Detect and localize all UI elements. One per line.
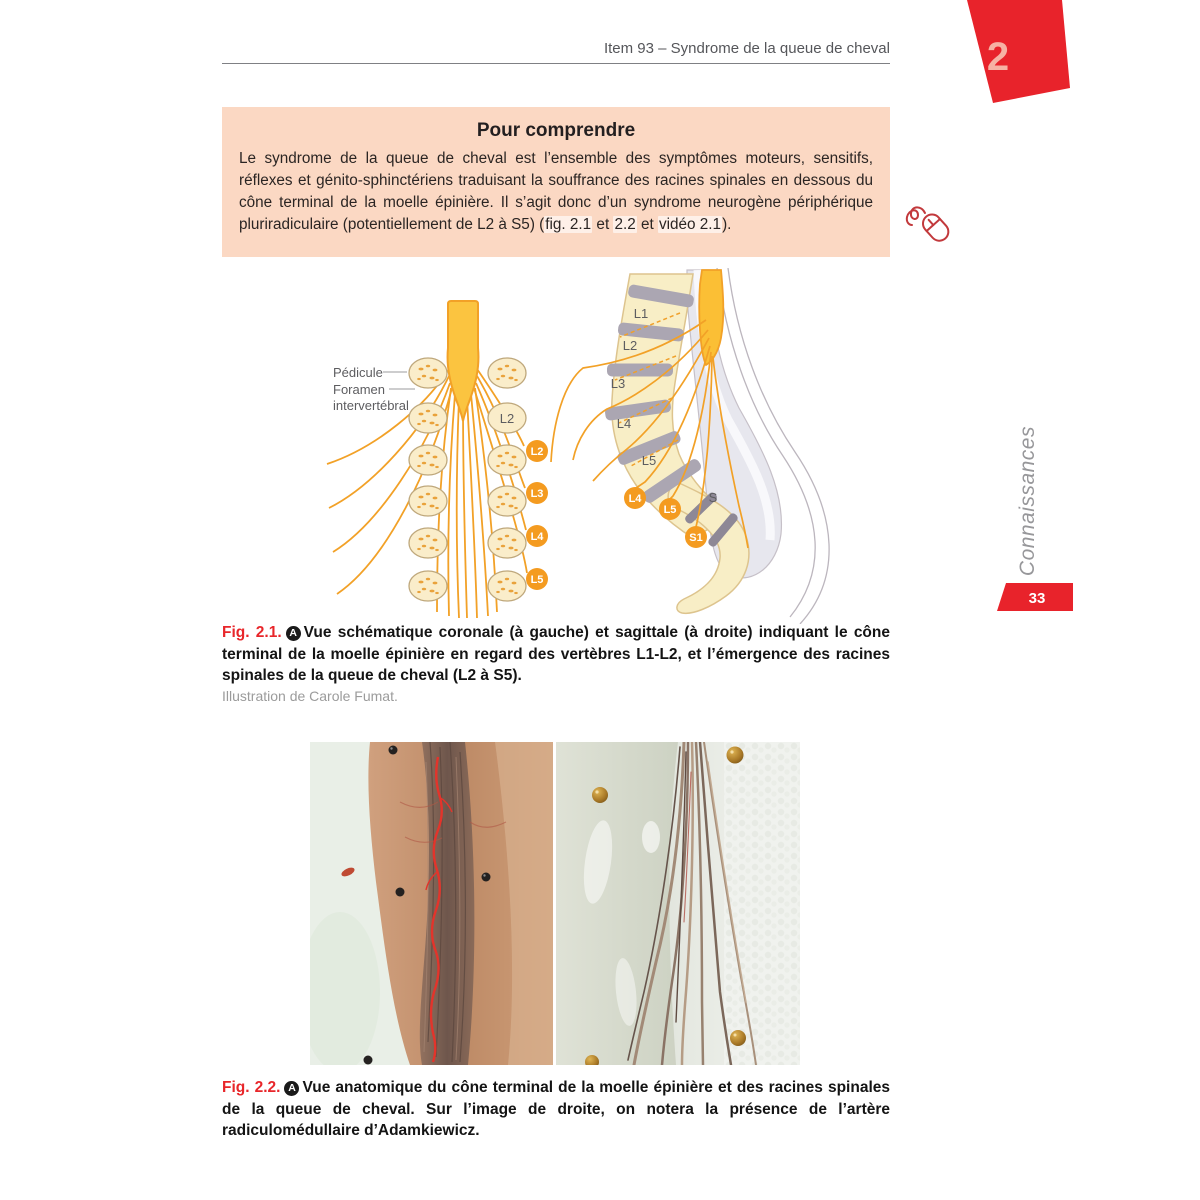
dissection-photo-left: [310, 742, 553, 1065]
root-badge: L5: [530, 574, 544, 586]
caption-text: Vue schématique coronale (à gauche) et sagittale (à droite) indiquant le cône terminal de la moelle épinière en regard des vertèbres L1-L2, et l’émergence des racines spinales de la queue de cheval (L2 à S5).: [222, 624, 890, 684]
link-fig-2-2[interactable]: 2.2: [614, 216, 636, 233]
root-badge: L3: [530, 488, 544, 500]
coronal-root-badges: [526, 440, 548, 590]
running-head: Item 93 – Syndrome de la queue de cheval: [603, 40, 890, 57]
photo-conus-right: [556, 742, 800, 1065]
photo-conus-left: [310, 742, 553, 1065]
figure-label: Fig. 2.2.: [222, 1079, 281, 1096]
root-badge: L5: [663, 504, 677, 516]
vertebra-label: L2: [622, 338, 638, 353]
page-number-tab: [993, 580, 1078, 614]
vertebra-label: L4: [616, 416, 632, 431]
caption-text: Vue anatomique du cône terminal de la moelle épinière et des racines spinales de la queue de cheval. Sur l’image de droite, on notera la présence de l’artère radiculomédullaire d’Adamkiewicz.: [222, 1079, 890, 1139]
paragraph-text: Le syndrome de la queue de cheval est l’ensemble des symptômes moteurs, sensitifs, réflexes et génito-sphinctériens traduisant la souffrance des racines spinales en dessous du cône terminal de la moelle épinière. Il s’agit donc d’un syndrome neurogène périphérique pluriradiculaire (potentiellement de L2 à S5) (: [239, 150, 873, 233]
root-badge: S1: [689, 532, 703, 544]
figure-2-2-caption: [222, 1077, 890, 1142]
foramen-label-line1: Foramen: [333, 382, 386, 397]
fig-2-1-diagram: [325, 268, 905, 624]
coronal-annotations: [333, 365, 415, 413]
paragraph-text: et: [592, 216, 614, 233]
rank-a-badge: A: [284, 1081, 299, 1096]
info-box-paragraph: [239, 148, 873, 236]
root-badge: L4: [530, 531, 544, 543]
section-sidebar-label: [1013, 426, 1043, 578]
link-fig-2-1[interactable]: fig. 2.1: [545, 216, 592, 233]
vertebra-label: L3: [610, 376, 626, 391]
link-video-2-1[interactable]: vidéo 2.1: [658, 216, 722, 233]
rank-a-badge: A: [286, 626, 301, 641]
figure-label: Fig. 2.1.: [222, 624, 282, 641]
header-rule: [222, 63, 890, 64]
chapter-corner-badge: [950, 0, 1085, 118]
chapter-number: 2: [986, 35, 1010, 79]
coronal-view: [327, 301, 548, 618]
paragraph-text: ).: [722, 216, 732, 233]
section-name: Connaissances: [1016, 426, 1039, 577]
figure-2-1-caption: [222, 622, 890, 687]
paragraph-text: et: [636, 216, 658, 233]
foramen-label-line2: intervertébral: [333, 398, 409, 413]
illustration-credit: Illustration de Carole Fumat.: [222, 688, 398, 704]
conus-medullaris: [448, 301, 479, 421]
root-badge: L2: [530, 446, 544, 458]
vertebra-label: L1: [633, 306, 649, 321]
root-badge: L4: [628, 493, 642, 505]
chapter-badge-shape: [967, 0, 1070, 103]
info-box: [222, 107, 890, 257]
vertebra-label-l2-coronal: L2: [499, 411, 515, 426]
sagittal-view: [551, 268, 829, 624]
pedicule-label: Pédicule: [333, 365, 383, 380]
video-mouse-icon[interactable]: [903, 198, 957, 250]
info-box-title: Pour comprendre: [476, 120, 636, 141]
dissection-photo-right: [556, 742, 800, 1065]
vertebra-label: S: [708, 490, 718, 505]
vertebra-label: L5: [641, 453, 657, 468]
page-number: 33: [1028, 590, 1046, 607]
